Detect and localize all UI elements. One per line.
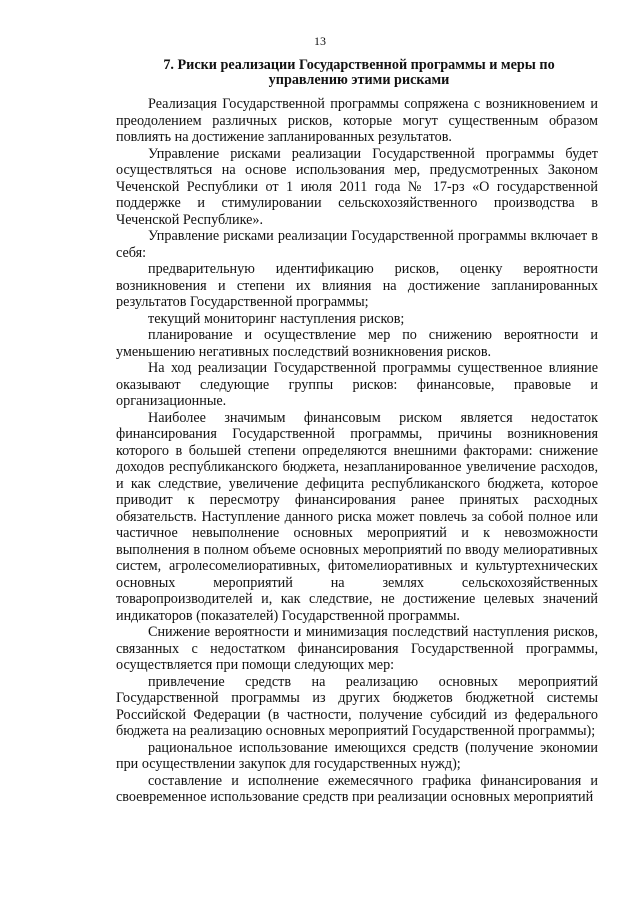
paragraph: текущий мониторинг наступления рисков; [148,310,405,327]
paragraph: Управление рисками реализации Государственной программы будет осуществляться на основе использования мер, предусмотренных Законом Чеченской Республики от 1 июля 2011 года № 17-рз «О государственной поддержке и стимулировании сельскохозяйственного производства в Чеченской Республике». [116,145,598,228]
section-heading-line-2: управлению этими рисками [268,72,450,88]
paragraph: На ход реализации Государственной программы существенное влияние оказывают следующие группы рисков: финансовые, правовые и организационные. [116,360,598,409]
paragraph: Наиболее значимым финансовым риском является недостаток финансирования Государственной программы, причины возникновения которого в большей степени определяются внешними факторами: снижение доходов республиканского бюджета, незапланированное увеличение расходов, и как следствие, увеличение дефицита республиканского бюджета, которое приводит к пересмотру финансирования ранее принятых расходных обязательств. Наступление данного риска может повлечь за собой полное или частичное невыполнение основных мероприятий и к невозможности выполнения в полном объеме основных мероприятий по вводу мелиоративных систем, агролесомелиоративных, фитомелиоративных и культуртехнических основных мероприятий на землях сельскохозяйственных товаропроизводителей и, как следствие, не достижение целевых значений индикаторов (показателей) Государственной программы. [116,409,598,624]
paragraph: Снижение вероятности и минимизация последствий наступления рисков, связанных с недостатком финансирования Государственной программы, осуществляется при помощи следующих мер: [116,624,598,673]
paragraph: привлечение средств на реализацию основных мероприятий Государственной программы из других бюджетов бюджетной системы Российской Федерации (в частности, получение субсидий из федерального бюджета на реализацию основных мероприятий Государственной программы); [116,673,598,739]
paragraph: Реализация Государственной программы сопряжена с возникновением и преодолением различных рисков, которые могут существенным образом повлиять на достижение запланированных результатов. [116,96,598,145]
section-heading-line-1: 7. Риски реализации Государственной программы и меры по [163,57,555,73]
section-heading [118,58,600,88]
page-number: 13 [314,34,326,48]
body-text [116,96,598,806]
paragraph: предварительную идентификацию рисков, оценку вероятности возникновения и степени их влияния на достижение запланированных результатов Государственной программы; [116,261,598,310]
paragraph: составление и исполнение ежемесячного графика финансирования и своевременное использование средств при реализации основных мероприятий [116,772,598,805]
paragraph: рациональное использование имеющихся средств (получение экономии при осуществлении закупок для государственных нужд); [116,739,598,772]
paragraph: планирование и осуществление мер по снижению вероятности и уменьшению негативных последствий возникновения рисков. [116,327,598,360]
paragraph: Управление рисками реализации Государственной программы включает в себя: [116,228,598,261]
